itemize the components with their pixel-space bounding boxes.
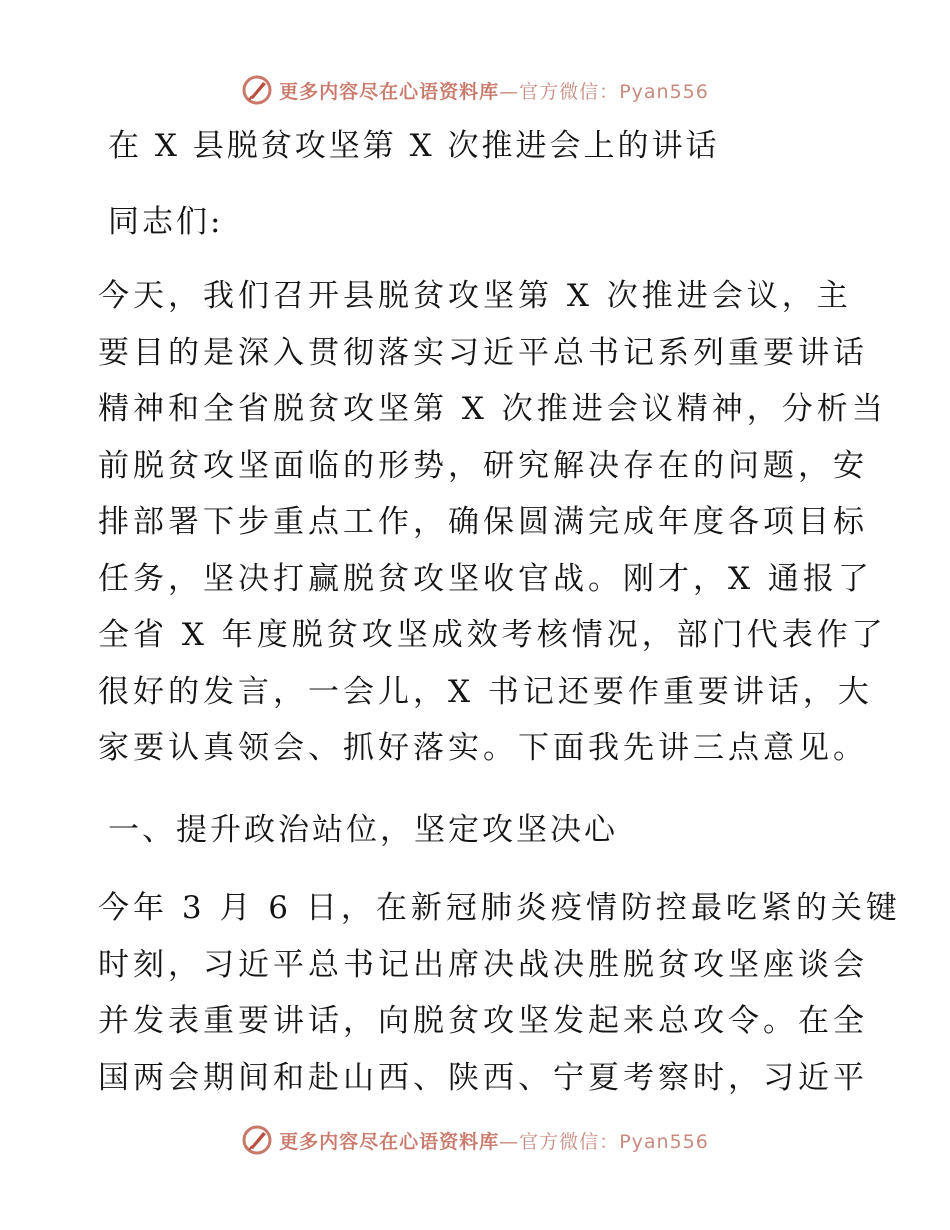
- paragraph-section-1: [98, 880, 901, 1106]
- salutation: 同志们:: [108, 204, 224, 240]
- quill-logo-icon: [241, 1124, 273, 1156]
- section-heading-1: 一、提升政治站位，坚定攻坚决心: [108, 812, 618, 848]
- quill-logo-icon: [241, 74, 273, 106]
- paragraph-intro: [98, 268, 887, 777]
- text-line: 并发表重要讲话，向脱贫攻坚发起来总攻令。在全: [98, 1003, 868, 1039]
- watermark-text: 更多内容尽在心语资料库—官方微信：Pyan556: [279, 1130, 709, 1153]
- text-line: 今天，我们召开县脱贫攻坚第 X 次推进会议，主: [98, 278, 852, 314]
- text-line: 家要认真领会、抓好落实。下面我先讲三点意见。: [98, 730, 868, 766]
- text-line: 很好的发言，一会儿，X 书记还要作重要讲话，大: [98, 673, 873, 710]
- text-line: 今年 3 月 6 日，在新冠肺炎疫情防控最吃紧的关键: [98, 890, 901, 926]
- text-line: 排部署下步重点工作，确保圆满完成年度各项目标: [98, 504, 868, 540]
- text-line: 国两会期间和赴山西、陕西、宁夏考察时，习近平: [98, 1059, 868, 1096]
- document-title: 在 X 县脱贫攻坚第 X 次推进会上的讲话: [108, 128, 720, 164]
- text-line: 要目的是深入贯彻落实习近平总书记系列重要讲话: [98, 334, 868, 371]
- watermark-text: 更多内容尽在心语资料库—官方微信：Pyan556: [279, 80, 709, 103]
- text-line: 时刻，习近平总书记出席决战决胜脱贫攻坚座谈会: [98, 946, 868, 983]
- watermark-footer: [0, 1120, 950, 1160]
- text-line: 前脱贫攻坚面临的形势，研究解决存在的问题，安: [98, 447, 868, 484]
- watermark-header: [0, 70, 950, 110]
- text-line: 任务，坚决打赢脱贫攻坚收官战。刚才，X 通报了: [98, 560, 873, 597]
- text-line: 精神和全省脱贫攻坚第 X 次推进会议精神，分析当: [98, 391, 887, 427]
- text-line: 全省 X 年度脱贫攻坚成效考核情况，部门代表作了: [98, 617, 887, 653]
